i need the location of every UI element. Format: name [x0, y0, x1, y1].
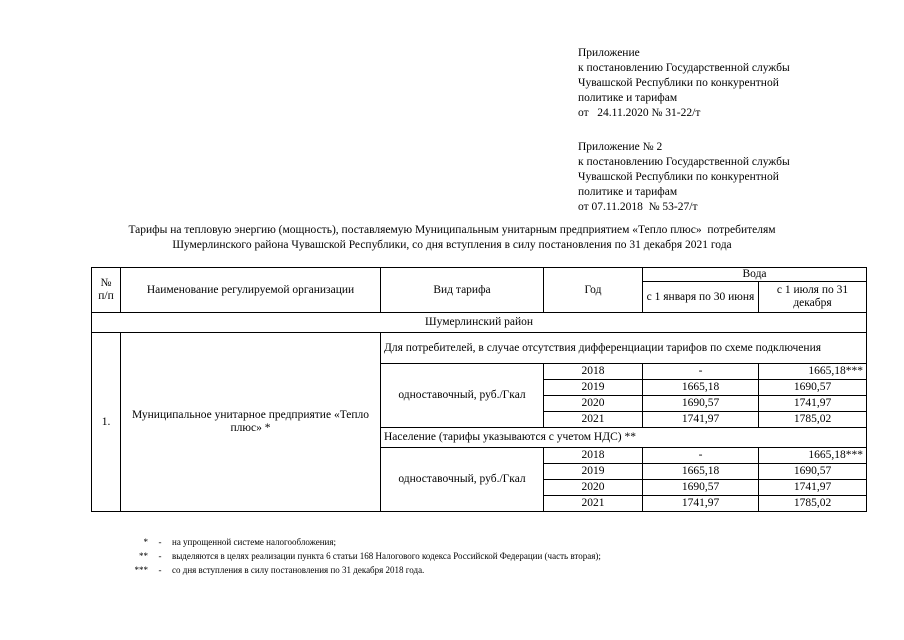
header-tariff-type: Вид тарифа: [381, 268, 544, 313]
footnote-dash: -: [158, 551, 162, 561]
value-cell: 1690,57: [643, 396, 759, 412]
section-consumers-label: Для потребителей, в случае отсутствия дифференциации тарифов по схеме подключения: [381, 333, 867, 364]
section1-tariff: одноставочный, руб./Гкал: [381, 364, 544, 428]
appendix-header-2: [578, 140, 790, 215]
section2-tariff: одноставочный, руб./Гкал: [381, 448, 544, 512]
appendix-line: Чувашской Республики по конкурентной: [578, 77, 779, 89]
appendix-line: политике и тарифам: [578, 92, 678, 104]
appendix-line: Приложение № 2: [578, 141, 663, 153]
header-water: Вода: [643, 268, 867, 282]
tariff-table: [91, 267, 867, 512]
appendix-line: Чувашской Республики по конкурентной: [578, 171, 779, 183]
value-cell: 1741,97: [643, 412, 759, 428]
value-cell: 1665,18: [643, 464, 759, 480]
header-period-1: с 1 января по 30 июня: [643, 282, 759, 313]
value-cell: 1665,18***: [759, 448, 867, 464]
footnote-dash: -: [158, 565, 162, 575]
year-cell: 2018: [544, 364, 643, 380]
footnote-text: со дня вступления в силу постановления по 31 декабря 2018 года.: [172, 565, 425, 575]
footnote-mark: **: [139, 551, 148, 561]
footnote: [120, 549, 601, 563]
appendix-line: Приложение: [578, 47, 640, 59]
appendix-line: от 07.11.2018 № 53-27/т: [578, 201, 698, 213]
year-cell: 2018: [544, 448, 643, 464]
value-cell: 1741,97: [759, 396, 867, 412]
value-cell: 1665,18***: [759, 364, 867, 380]
year-cell: 2021: [544, 412, 643, 428]
value-cell: 1690,57: [759, 380, 867, 396]
document-title: [40, 223, 864, 253]
org-name: Муниципальное унитарное предприятие «Тепло плюс» *: [121, 333, 381, 512]
section-population-label: Население (тарифы указываются с учетом НДС) **: [381, 428, 867, 448]
footnote: [120, 563, 601, 577]
year-cell: 2019: [544, 464, 643, 480]
value-cell: 1741,97: [643, 496, 759, 512]
footnotes: [120, 535, 601, 577]
header-year: Год: [544, 268, 643, 313]
title-line: Тарифы на тепловую энергию (мощность), поставляемую Муниципальным унитарным предприятием «Тепло плюс» потребителям: [128, 224, 776, 236]
value-cell: 1785,02: [759, 412, 867, 428]
appendix-line: к постановлению Государственной службы: [578, 156, 790, 168]
header-period-2: с 1 июля по 31 декабря: [759, 282, 867, 313]
value-cell: -: [643, 448, 759, 464]
footnote-mark: ***: [134, 565, 148, 575]
footnote-text: выделяются в целях реализации пункта 6 статьи 168 Налогового кодекса Российской Федерации (часть вторая);: [172, 551, 601, 561]
value-cell: 1690,57: [759, 464, 867, 480]
title-line: Шумерлинского района Чувашской Республики, со дня вступления в силу постановления по 31 декабря 2021 года: [172, 239, 732, 251]
value-cell: 1785,02: [759, 496, 867, 512]
appendix-header-1: [578, 46, 790, 121]
year-cell: 2020: [544, 480, 643, 496]
header-num: № п/п: [92, 268, 121, 313]
district-row: Шумерлинский район: [92, 313, 867, 333]
appendix-line: от 24.11.2020 № 31-22/т: [578, 107, 701, 119]
value-cell: 1741,97: [759, 480, 867, 496]
appendix-line: к постановлению Государственной службы: [578, 62, 790, 74]
footnote-mark: *: [143, 537, 148, 547]
value-cell: 1665,18: [643, 380, 759, 396]
year-cell: 2019: [544, 380, 643, 396]
header-org: Наименование регулируемой организации: [121, 268, 381, 313]
footnote: [120, 535, 601, 549]
footnote-dash: -: [158, 537, 162, 547]
year-cell: 2021: [544, 496, 643, 512]
appendix-line: политике и тарифам: [578, 186, 678, 198]
value-cell: 1690,57: [643, 480, 759, 496]
year-cell: 2020: [544, 396, 643, 412]
value-cell: -: [643, 364, 759, 380]
row-number: 1.: [92, 333, 121, 512]
footnote-text: на упрощенной системе налогообложения;: [172, 537, 337, 547]
